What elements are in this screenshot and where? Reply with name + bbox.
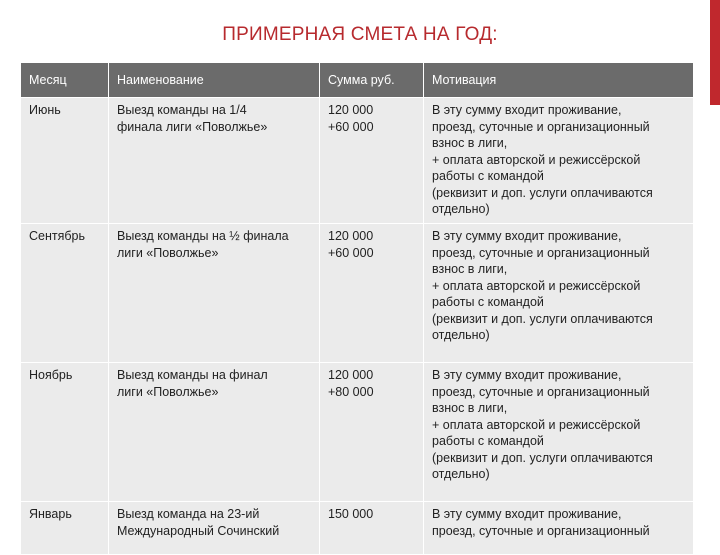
cell-motivation (424, 363, 694, 502)
cell-motivation (424, 224, 694, 363)
cell-motivation-line: взнос в лиги, (432, 262, 508, 276)
cell-name-line: лиги «Поволжье» (117, 384, 219, 399)
cell-motivation-line: проезд, суточные и организационный (432, 384, 650, 399)
cell-month: Июнь (21, 98, 109, 224)
column-header-month: Месяц (21, 63, 109, 98)
cell-motivation-line: В эту сумму входит проживание, (432, 229, 622, 243)
table-row (21, 98, 694, 224)
cell-name (109, 502, 320, 555)
cell-motivation-line: проезд, суточные и организационный (432, 245, 650, 260)
accent-bar (710, 0, 720, 105)
cell-name (109, 98, 320, 224)
cell-sum (320, 98, 424, 224)
cell-name-line: лиги «Поволжье» (117, 245, 219, 260)
cell-motivation-line: В эту сумму входит проживание, (432, 368, 622, 382)
cell-motivation-line: отдельно) (432, 328, 490, 342)
cell-motivation-line: проезд, суточные и организационный (432, 119, 650, 134)
cell-sum-line: +60 000 (328, 245, 374, 260)
cell-sum (320, 502, 424, 555)
column-header-sum: Сумма руб. (320, 63, 424, 98)
column-header-motivation: Мотивация (424, 63, 694, 98)
cell-month: Январь (21, 502, 109, 555)
table-row (21, 363, 694, 502)
cell-name (109, 224, 320, 363)
cell-month: Ноябрь (21, 363, 109, 502)
cell-sum-line: 120 000 (328, 103, 374, 117)
cell-motivation-line: работы с командой (432, 434, 544, 448)
cell-name-line: Выезд команды на 1/4 (117, 103, 247, 117)
column-header-name: Наименование (109, 63, 320, 98)
cell-sum (320, 363, 424, 502)
cell-motivation (424, 98, 694, 224)
cell-sum-line: 150 000 (328, 507, 374, 521)
cell-sum (320, 224, 424, 363)
table-row (21, 502, 694, 555)
budget-table (20, 62, 694, 555)
cell-sum-line: +80 000 (328, 384, 374, 399)
cell-name-line: Международный Сочинский (117, 523, 280, 538)
table-body (21, 98, 694, 555)
cell-motivation-line: + оплата авторской и режиссёрской (432, 417, 641, 432)
cell-motivation-line: (реквизит и доп. услуги оплачиваются (432, 311, 653, 326)
cell-name-line: Выезд команды на финал (117, 368, 268, 382)
cell-motivation (424, 502, 694, 555)
cell-motivation-line: работы с командой (432, 295, 544, 309)
cell-name-line: финала лиги «Поволжье» (117, 119, 268, 134)
cell-sum-line: 120 000 (328, 368, 374, 382)
table-row (21, 224, 694, 363)
table-header-row (21, 63, 694, 98)
cell-motivation-line: отдельно) (432, 202, 490, 216)
cell-motivation-line: + оплата авторской и режиссёрской (432, 152, 641, 167)
cell-sum-line: +60 000 (328, 119, 374, 134)
cell-motivation-line: (реквизит и доп. услуги оплачиваются (432, 185, 653, 200)
cell-motivation-line: взнос в лиги, (432, 136, 508, 150)
cell-sum-line: 120 000 (328, 229, 374, 243)
cell-motivation-line: (реквизит и доп. услуги оплачиваются (432, 450, 653, 465)
cell-motivation-line: работы с командой (432, 169, 544, 183)
cell-name (109, 363, 320, 502)
cell-motivation-line: В эту сумму входит проживание, (432, 507, 622, 521)
cell-motivation-line: В эту сумму входит проживание, (432, 103, 622, 117)
page-title: ПРИМЕРНАЯ СМЕТА НА ГОД: (222, 24, 498, 45)
cell-motivation-line: отдельно) (432, 467, 490, 481)
cell-motivation-line: взнос в лиги, (432, 401, 508, 415)
cell-name-line: Выезд команда на 23-ий (117, 507, 260, 521)
cell-motivation-line: проезд, суточные и организационный (432, 523, 650, 538)
cell-name-line: Выезд команды на ½ финала (117, 229, 289, 243)
cell-month: Сентябрь (21, 224, 109, 363)
cell-motivation-line: + оплата авторской и режиссёрской (432, 278, 641, 293)
